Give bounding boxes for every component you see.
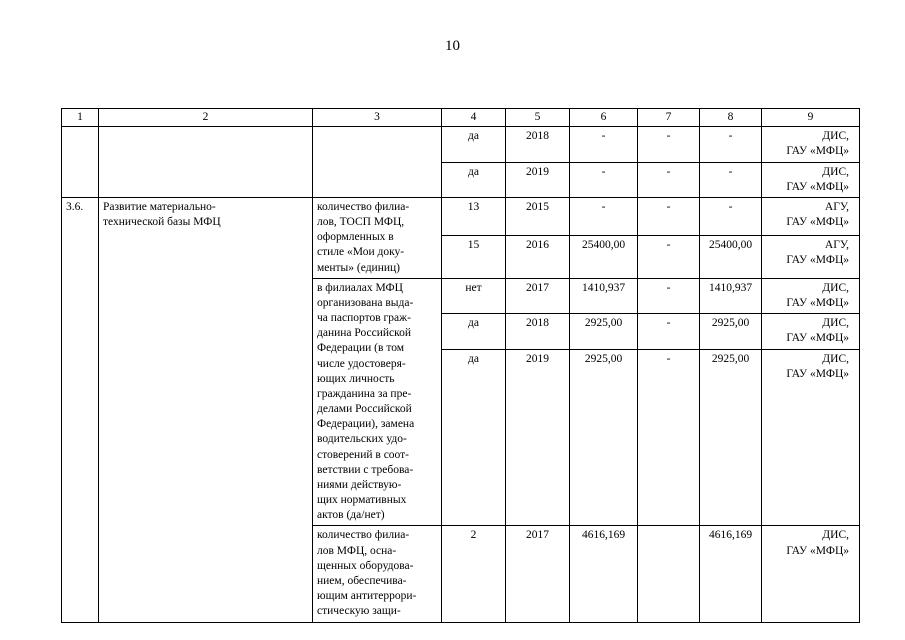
col-header-5: 5 (506, 109, 570, 127)
year-cell: 2018 (506, 314, 570, 349)
amount-cell: 2925,00 (700, 314, 762, 349)
executor-cell: ДИС, ГАУ «МФЦ» (762, 278, 860, 313)
table-row (62, 127, 860, 162)
executor-cell: ДИС, ГАУ «МФЦ» (762, 162, 860, 197)
cont-indicator-cell (313, 127, 442, 198)
executor-cell: АГУ, ГАУ «МФЦ» (762, 197, 860, 235)
executor-cell: ДИС, ГАУ «МФЦ» (762, 349, 860, 526)
amount-cell: 2925,00 (570, 314, 638, 349)
executor-cell: ДИС, ГАУ «МФЦ» (762, 314, 860, 349)
amount-cell: - (638, 162, 700, 197)
table-row (62, 197, 860, 235)
col-header-7: 7 (638, 109, 700, 127)
value-cell: да (442, 162, 506, 197)
cont-name-cell (99, 127, 313, 198)
executor-cell: АГУ, ГАУ «МФЦ» (762, 235, 860, 278)
amount-cell: - (638, 235, 700, 278)
amount-cell: - (700, 197, 762, 235)
amount-cell: 4616,169 (570, 526, 638, 622)
amount-cell: - (570, 197, 638, 235)
amount-cell: 25400,00 (700, 235, 762, 278)
year-cell: 2016 (506, 235, 570, 278)
amount-cell: - (570, 127, 638, 162)
year-cell: 2019 (506, 162, 570, 197)
value-cell: 13 (442, 197, 506, 235)
indicator-cell: количество филиа- лов, ТОСП МФЦ, оформленных в стиле «Мои доку- менты» (единиц) (313, 197, 442, 278)
year-cell: 2015 (506, 197, 570, 235)
amount-cell: - (570, 162, 638, 197)
amount-cell: - (638, 197, 700, 235)
amount-cell: - (638, 278, 700, 313)
amount-cell: 25400,00 (570, 235, 638, 278)
program-table (61, 108, 860, 623)
executor-cell: ДИС, ГАУ «МФЦ» (762, 127, 860, 162)
amount-cell: 2925,00 (570, 349, 638, 526)
amount-cell (638, 526, 700, 622)
amount-cell: - (638, 314, 700, 349)
col-header-3: 3 (313, 109, 442, 127)
value-cell: да (442, 314, 506, 349)
executor-cell: ДИС, ГАУ «МФЦ» (762, 526, 860, 622)
year-cell: 2019 (506, 349, 570, 526)
col-header-9: 9 (762, 109, 860, 127)
value-cell: 15 (442, 235, 506, 278)
page-number: 10 (445, 38, 460, 54)
col-header-4: 4 (442, 109, 506, 127)
amount-cell: - (700, 127, 762, 162)
amount-cell: 4616,169 (700, 526, 762, 622)
value-cell: нет (442, 278, 506, 313)
amount-cell: 1410,937 (570, 278, 638, 313)
column-number-row (62, 109, 860, 127)
item-number-cell: 3.6. (62, 197, 99, 622)
amount-cell: 1410,937 (700, 278, 762, 313)
indicator-cell: в филиалах МФЦ организована выда- ча паспортов граж- данина Российской Федерации (в том числе удостоверя- ющих личность гражданина за пре- делами Российской Федерации), замена водительских удо- стоверений в соот- ветствии с требова- ниями действую- щих нормативных актов (да/нет) (313, 278, 442, 526)
year-cell: 2017 (506, 526, 570, 622)
col-header-1: 1 (62, 109, 99, 127)
amount-cell: - (638, 127, 700, 162)
amount-cell: - (700, 162, 762, 197)
item-name-cell: Развитие материально- технической базы МФЦ (99, 197, 313, 622)
col-header-6: 6 (570, 109, 638, 127)
col-header-2: 2 (99, 109, 313, 127)
cont-num-cell (62, 127, 99, 198)
amount-cell: - (638, 349, 700, 526)
value-cell: да (442, 127, 506, 162)
year-cell: 2017 (506, 278, 570, 313)
value-cell: да (442, 349, 506, 526)
col-header-8: 8 (700, 109, 762, 127)
amount-cell: 2925,00 (700, 349, 762, 526)
year-cell: 2018 (506, 127, 570, 162)
indicator-cell: количество филиа- лов МФЦ, осна- щенных оборудова- нием, обеспечива- ющим антитеррори- стическую защи- (313, 526, 442, 622)
value-cell: 2 (442, 526, 506, 622)
